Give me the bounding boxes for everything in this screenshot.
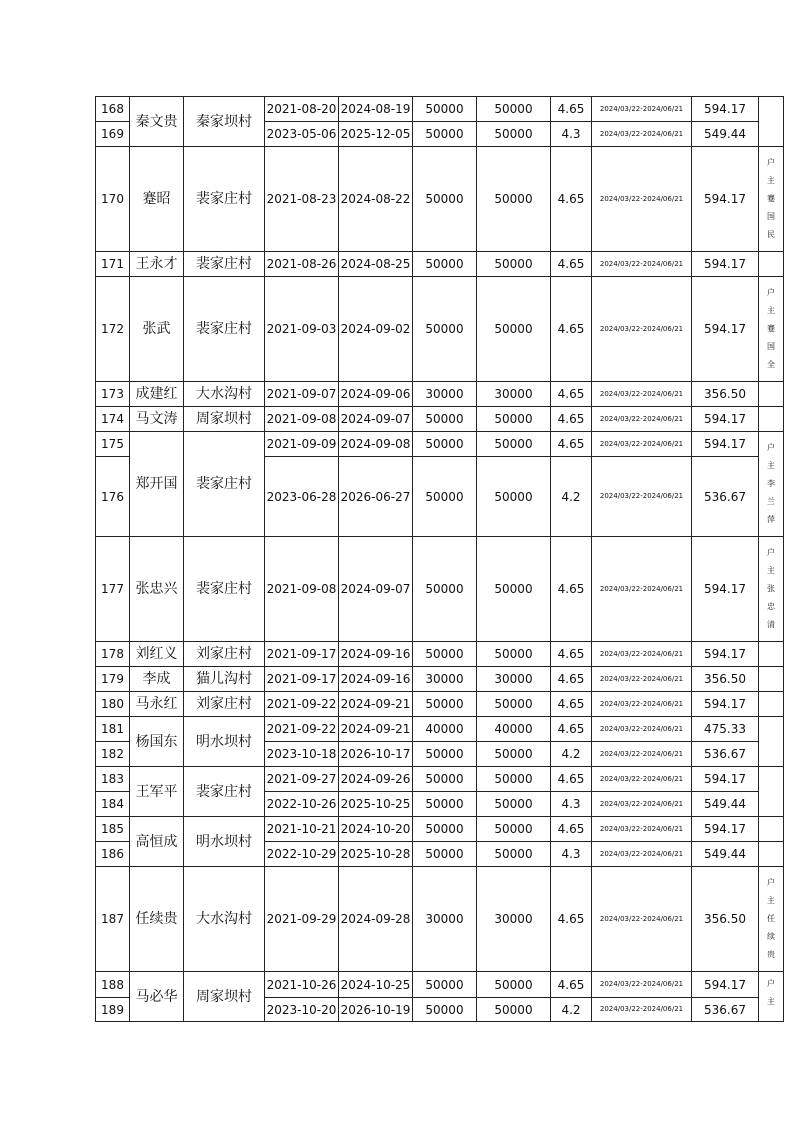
borrower-name-cell: 王军平 (130, 767, 184, 817)
loan-amount-cell: 30000 (413, 382, 477, 407)
interest-amount-cell: 536.67 (692, 457, 759, 537)
loan-amount-cell: 50000 (413, 692, 477, 717)
interest-rate-cell: 4.65 (551, 277, 592, 382)
village-cell: 大水沟村 (184, 867, 265, 972)
loan-balance-cell: 50000 (477, 767, 551, 792)
loan-end-date-cell: 2024-08-22 (339, 147, 413, 252)
borrower-name-cell: 刘红义 (130, 642, 184, 667)
row-number-cell: 168 (96, 97, 130, 122)
interest-period-cell: 2024/03/22-2024/06/21 (592, 742, 692, 767)
loan-start-date-cell: 2021-08-26 (265, 252, 339, 277)
interest-period-cell: 2024/03/22-2024/06/21 (592, 147, 692, 252)
loan-end-date-cell: 2026-10-17 (339, 742, 413, 767)
row-number-cell: 187 (96, 867, 130, 972)
village-cell: 裴家庄村 (184, 767, 265, 817)
interest-rate-cell: 4.65 (551, 817, 592, 842)
loan-balance-cell: 50000 (477, 998, 551, 1022)
loan-balance-cell: 50000 (477, 692, 551, 717)
remark-cell (759, 817, 784, 842)
borrower-name-cell: 任续贵 (130, 867, 184, 972)
loan-amount-cell: 50000 (413, 537, 477, 642)
remark-cell (759, 382, 784, 407)
loan-start-date-cell: 2021-08-20 (265, 97, 339, 122)
interest-rate-cell: 4.65 (551, 867, 592, 972)
loan-balance-cell: 50000 (477, 277, 551, 382)
loan-amount-cell: 50000 (413, 817, 477, 842)
remark-cell: 户 主 蹇 国 全 (759, 277, 784, 382)
loan-end-date-cell: 2024-09-26 (339, 767, 413, 792)
loan-balance-cell: 50000 (477, 972, 551, 998)
loan-balance-cell: 30000 (477, 667, 551, 692)
interest-period-cell: 2024/03/22-2024/06/21 (592, 817, 692, 842)
interest-period-cell: 2024/03/22-2024/06/21 (592, 97, 692, 122)
interest-rate-cell: 4.65 (551, 382, 592, 407)
row-number-cell: 170 (96, 147, 130, 252)
loan-end-date-cell: 2024-09-21 (339, 692, 413, 717)
interest-period-cell: 2024/03/22-2024/06/21 (592, 842, 692, 867)
interest-rate-cell: 4.65 (551, 667, 592, 692)
table-row (96, 972, 784, 998)
interest-rate-cell: 4.2 (551, 742, 592, 767)
interest-amount-cell: 594.17 (692, 767, 759, 792)
borrower-name-cell: 高恒成 (130, 817, 184, 867)
loan-balance-cell: 50000 (477, 97, 551, 122)
loan-start-date-cell: 2021-09-17 (265, 667, 339, 692)
interest-period-cell: 2024/03/22-2024/06/21 (592, 642, 692, 667)
loan-end-date-cell: 2026-06-27 (339, 457, 413, 537)
interest-rate-cell: 4.2 (551, 457, 592, 537)
borrower-name-cell: 蹇昭 (130, 147, 184, 252)
loan-start-date-cell: 2021-10-21 (265, 817, 339, 842)
remark-cell (759, 667, 784, 692)
interest-rate-cell: 4.65 (551, 692, 592, 717)
loan-end-date-cell: 2024-09-02 (339, 277, 413, 382)
village-cell: 明水坝村 (184, 717, 265, 767)
loan-balance-cell: 50000 (477, 537, 551, 642)
loan-balance-cell: 50000 (477, 407, 551, 432)
interest-period-cell: 2024/03/22-2024/06/21 (592, 407, 692, 432)
interest-amount-cell: 594.17 (692, 692, 759, 717)
loan-balance-cell: 30000 (477, 867, 551, 972)
remark-cell (759, 407, 784, 432)
village-cell: 大水沟村 (184, 382, 265, 407)
loan-start-date-cell: 2023-10-20 (265, 998, 339, 1022)
interest-amount-cell: 356.50 (692, 667, 759, 692)
loan-balance-cell: 50000 (477, 742, 551, 767)
loan-amount-cell: 30000 (413, 667, 477, 692)
interest-rate-cell: 4.65 (551, 432, 592, 457)
loan-end-date-cell: 2025-10-28 (339, 842, 413, 867)
loan-balance-cell: 50000 (477, 122, 551, 147)
interest-rate-cell: 4.65 (551, 767, 592, 792)
loan-start-date-cell: 2021-09-22 (265, 692, 339, 717)
row-number-cell: 172 (96, 277, 130, 382)
loan-amount-cell: 50000 (413, 767, 477, 792)
loan-start-date-cell: 2022-10-26 (265, 792, 339, 817)
interest-period-cell: 2024/03/22-2024/06/21 (592, 122, 692, 147)
row-number-cell: 173 (96, 382, 130, 407)
interest-amount-cell: 356.50 (692, 382, 759, 407)
borrower-name-cell: 马永红 (130, 692, 184, 717)
row-number-cell: 169 (96, 122, 130, 147)
interest-rate-cell: 4.65 (551, 972, 592, 998)
village-cell: 秦家坝村 (184, 97, 265, 147)
interest-rate-cell: 4.65 (551, 717, 592, 742)
interest-period-cell: 2024/03/22-2024/06/21 (592, 382, 692, 407)
table-row (96, 817, 784, 842)
loan-balance-cell: 50000 (477, 817, 551, 842)
row-number-cell: 185 (96, 817, 130, 842)
remark-cell (759, 842, 784, 867)
interest-period-cell: 2024/03/22-2024/06/21 (592, 277, 692, 382)
interest-rate-cell: 4.3 (551, 122, 592, 147)
table-row (96, 867, 784, 972)
row-number-cell: 181 (96, 717, 130, 742)
loan-end-date-cell: 2024-10-25 (339, 972, 413, 998)
borrower-name-cell: 秦文贵 (130, 97, 184, 147)
loan-end-date-cell: 2025-10-25 (339, 792, 413, 817)
interest-amount-cell: 356.50 (692, 867, 759, 972)
table-row (96, 382, 784, 407)
table-row (96, 717, 784, 742)
village-cell: 周家坝村 (184, 407, 265, 432)
loan-balance-cell: 50000 (477, 842, 551, 867)
loan-start-date-cell: 2021-09-07 (265, 382, 339, 407)
row-number-cell: 184 (96, 792, 130, 817)
interest-rate-cell: 4.3 (551, 792, 592, 817)
row-number-cell: 175 (96, 432, 130, 457)
interest-amount-cell: 475.33 (692, 717, 759, 742)
interest-period-cell: 2024/03/22-2024/06/21 (592, 432, 692, 457)
loan-amount-cell: 50000 (413, 457, 477, 537)
loan-start-date-cell: 2021-09-27 (265, 767, 339, 792)
loan-start-date-cell: 2021-09-29 (265, 867, 339, 972)
remark-cell (759, 642, 784, 667)
interest-amount-cell: 549.44 (692, 122, 759, 147)
loan-end-date-cell: 2024-09-28 (339, 867, 413, 972)
interest-period-cell: 2024/03/22-2024/06/21 (592, 792, 692, 817)
loan-amount-cell: 40000 (413, 717, 477, 742)
loan-start-date-cell: 2023-05-06 (265, 122, 339, 147)
village-cell: 猫儿沟村 (184, 667, 265, 692)
village-cell: 裴家庄村 (184, 147, 265, 252)
row-number-cell: 179 (96, 667, 130, 692)
loan-end-date-cell: 2024-09-16 (339, 642, 413, 667)
loan-start-date-cell: 2023-10-18 (265, 742, 339, 767)
remark-cell (759, 252, 784, 277)
loan-amount-cell: 50000 (413, 97, 477, 122)
loan-end-date-cell: 2024-09-06 (339, 382, 413, 407)
interest-amount-cell: 594.17 (692, 407, 759, 432)
table-row (96, 642, 784, 667)
interest-amount-cell: 549.44 (692, 792, 759, 817)
interest-amount-cell: 594.17 (692, 817, 759, 842)
interest-amount-cell: 536.67 (692, 742, 759, 767)
table-row (96, 432, 784, 457)
loan-amount-cell: 50000 (413, 842, 477, 867)
interest-amount-cell: 536.67 (692, 998, 759, 1022)
interest-period-cell: 2024/03/22-2024/06/21 (592, 537, 692, 642)
loan-balance-cell: 50000 (477, 457, 551, 537)
interest-period-cell: 2024/03/22-2024/06/21 (592, 692, 692, 717)
row-number-cell: 176 (96, 457, 130, 537)
loan-end-date-cell: 2024-09-07 (339, 407, 413, 432)
row-number-cell: 177 (96, 537, 130, 642)
loan-balance-cell: 50000 (477, 252, 551, 277)
loan-end-date-cell: 2024-09-07 (339, 537, 413, 642)
loan-start-date-cell: 2021-09-09 (265, 432, 339, 457)
remark-cell: 户 主 张 忠 清 (759, 537, 784, 642)
table-row (96, 692, 784, 717)
table-row (96, 537, 784, 642)
loan-amount-cell: 50000 (413, 147, 477, 252)
interest-rate-cell: 4.65 (551, 537, 592, 642)
interest-rate-cell: 4.65 (551, 407, 592, 432)
loan-start-date-cell: 2021-09-17 (265, 642, 339, 667)
village-cell: 裴家庄村 (184, 252, 265, 277)
row-number-cell: 186 (96, 842, 130, 867)
interest-period-cell: 2024/03/22-2024/06/21 (592, 972, 692, 998)
loan-balance-cell: 50000 (477, 432, 551, 457)
interest-period-cell: 2024/03/22-2024/06/21 (592, 252, 692, 277)
remark-cell: 户 主 任 续 贵 (759, 867, 784, 972)
loan-end-date-cell: 2024-08-19 (339, 97, 413, 122)
interest-period-cell: 2024/03/22-2024/06/21 (592, 667, 692, 692)
village-cell: 裴家庄村 (184, 432, 265, 537)
borrower-name-cell: 张忠兴 (130, 537, 184, 642)
loan-balance-cell: 50000 (477, 792, 551, 817)
table-row (96, 147, 784, 252)
interest-amount-cell: 594.17 (692, 97, 759, 122)
loan-balance-cell: 30000 (477, 382, 551, 407)
row-number-cell: 189 (96, 998, 130, 1022)
loan-end-date-cell: 2024-08-25 (339, 252, 413, 277)
remark-cell (759, 767, 784, 817)
remark-cell: 户 主 李 兰 萍 (759, 432, 784, 537)
interest-period-cell: 2024/03/22-2024/06/21 (592, 867, 692, 972)
village-cell: 周家坝村 (184, 972, 265, 1022)
row-number-cell: 171 (96, 252, 130, 277)
table-row (96, 252, 784, 277)
remark-cell (759, 717, 784, 767)
borrower-name-cell: 张武 (130, 277, 184, 382)
interest-period-cell: 2024/03/22-2024/06/21 (592, 998, 692, 1022)
loan-amount-cell: 50000 (413, 407, 477, 432)
interest-period-cell: 2024/03/22-2024/06/21 (592, 717, 692, 742)
row-number-cell: 188 (96, 972, 130, 998)
loan-amount-cell: 50000 (413, 972, 477, 998)
interest-amount-cell: 594.17 (692, 972, 759, 998)
interest-amount-cell: 594.17 (692, 252, 759, 277)
borrower-name-cell: 郑开国 (130, 432, 184, 537)
loan-end-date-cell: 2025-12-05 (339, 122, 413, 147)
interest-period-cell: 2024/03/22-2024/06/21 (592, 457, 692, 537)
table-row (96, 407, 784, 432)
borrower-name-cell: 李成 (130, 667, 184, 692)
loan-start-date-cell: 2023-06-28 (265, 457, 339, 537)
loan-end-date-cell: 2024-09-08 (339, 432, 413, 457)
interest-rate-cell: 4.65 (551, 642, 592, 667)
loan-start-date-cell: 2021-09-03 (265, 277, 339, 382)
interest-period-cell: 2024/03/22-2024/06/21 (592, 767, 692, 792)
row-number-cell: 174 (96, 407, 130, 432)
row-number-cell: 183 (96, 767, 130, 792)
remark-cell: 户 主 (759, 972, 784, 1022)
loan-start-date-cell: 2021-09-22 (265, 717, 339, 742)
interest-rate-cell: 4.65 (551, 97, 592, 122)
loan-amount-cell: 50000 (413, 998, 477, 1022)
loan-amount-cell: 50000 (413, 742, 477, 767)
interest-amount-cell: 594.17 (692, 432, 759, 457)
loan-start-date-cell: 2021-09-08 (265, 537, 339, 642)
borrower-name-cell: 马必华 (130, 972, 184, 1022)
loan-start-date-cell: 2022-10-29 (265, 842, 339, 867)
interest-rate-cell: 4.65 (551, 147, 592, 252)
interest-amount-cell: 594.17 (692, 277, 759, 382)
interest-rate-cell: 4.65 (551, 252, 592, 277)
loan-balance-cell: 40000 (477, 717, 551, 742)
interest-rate-cell: 4.3 (551, 842, 592, 867)
borrower-name-cell: 马文涛 (130, 407, 184, 432)
loan-balance-cell: 50000 (477, 642, 551, 667)
village-cell: 裴家庄村 (184, 537, 265, 642)
loan-balance-cell: 50000 (477, 147, 551, 252)
row-number-cell: 178 (96, 642, 130, 667)
loan-start-date-cell: 2021-10-26 (265, 972, 339, 998)
row-number-cell: 182 (96, 742, 130, 767)
table-row (96, 97, 784, 122)
loan-end-date-cell: 2026-10-19 (339, 998, 413, 1022)
loan-end-date-cell: 2024-09-16 (339, 667, 413, 692)
remark-cell (759, 692, 784, 717)
loan-amount-cell: 50000 (413, 252, 477, 277)
loan-amount-cell: 50000 (413, 122, 477, 147)
village-cell: 明水坝村 (184, 817, 265, 867)
table-row (96, 277, 784, 382)
borrower-name-cell: 成建红 (130, 382, 184, 407)
loan-amount-cell: 50000 (413, 277, 477, 382)
table-row (96, 667, 784, 692)
interest-amount-cell: 594.17 (692, 147, 759, 252)
loan-start-date-cell: 2021-08-23 (265, 147, 339, 252)
loan-end-date-cell: 2024-09-21 (339, 717, 413, 742)
interest-rate-cell: 4.2 (551, 998, 592, 1022)
borrower-name-cell: 杨国东 (130, 717, 184, 767)
village-cell: 刘家庄村 (184, 642, 265, 667)
remark-cell (759, 97, 784, 147)
loan-amount-cell: 50000 (413, 432, 477, 457)
table-row (96, 767, 784, 792)
interest-amount-cell: 594.17 (692, 642, 759, 667)
row-number-cell: 180 (96, 692, 130, 717)
loan-start-date-cell: 2021-09-08 (265, 407, 339, 432)
loan-interest-table (95, 96, 784, 1022)
loan-amount-cell: 50000 (413, 642, 477, 667)
loan-amount-cell: 50000 (413, 792, 477, 817)
remark-cell: 户 主 蹇 国 民 (759, 147, 784, 252)
village-cell: 刘家庄村 (184, 692, 265, 717)
borrower-name-cell: 王永才 (130, 252, 184, 277)
interest-amount-cell: 594.17 (692, 537, 759, 642)
loan-amount-cell: 30000 (413, 867, 477, 972)
village-cell: 裴家庄村 (184, 277, 265, 382)
loan-end-date-cell: 2024-10-20 (339, 817, 413, 842)
interest-amount-cell: 549.44 (692, 842, 759, 867)
